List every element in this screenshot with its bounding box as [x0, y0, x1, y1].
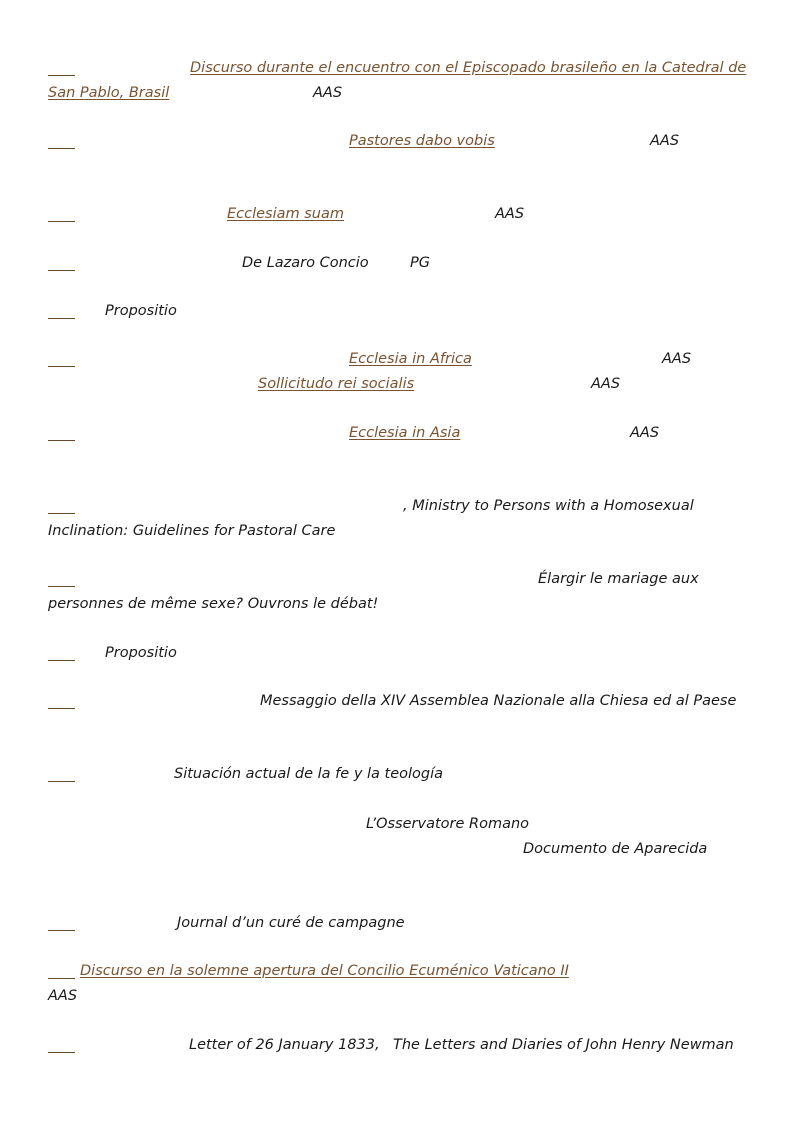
source-abbrev: AAS — [48, 988, 78, 1004]
citation-title: Letter of 26 January 1833, — [189, 1037, 380, 1053]
citation-title: De Lazaro Concio — [242, 255, 369, 271]
citation-title: Inclination: Guidelines for Pastoral Care — [48, 523, 336, 539]
citation-link[interactable]: Ecclesia in Africa — [349, 351, 472, 367]
footnote-marker-blank — [48, 513, 75, 514]
citation-title: Propositio — [105, 645, 177, 661]
citation-title: personnes de même sexe? Ouvrons le débat! — [48, 596, 379, 612]
citation-link[interactable]: Pastores dabo vobis — [349, 133, 495, 149]
citation-link[interactable]: Ecclesia in Asia — [349, 425, 461, 441]
source-abbrev: AAS — [313, 85, 343, 101]
citation-link[interactable]: San Pablo, Brasil — [48, 85, 170, 101]
footnote-marker-blank — [48, 781, 75, 782]
footnote-marker-blank — [48, 930, 75, 931]
citation-title: Situación actual de la fe y la teología — [174, 766, 444, 782]
source-abbrev: AAS — [630, 425, 660, 441]
citation-title: L’Osservatore Romano — [366, 816, 530, 832]
footnote-marker-blank — [48, 270, 75, 271]
footnote-marker-blank — [48, 148, 75, 149]
source-abbrev: AAS — [662, 351, 692, 367]
footnote-marker-blank — [48, 221, 75, 222]
citation-title: The Letters and Diaries of John Henry Newman — [393, 1037, 734, 1053]
footnote-marker-blank — [48, 660, 75, 661]
source-abbrev: PG — [410, 255, 430, 271]
citation-link[interactable]: Discurso durante el encuentro con el Episcopado brasileño en la Catedral de — [190, 60, 747, 76]
footnote-marker-blank — [48, 978, 75, 979]
footnote-marker-blank — [48, 75, 75, 76]
source-abbrev: AAS — [591, 376, 621, 392]
footnote-marker-blank — [48, 1052, 75, 1053]
citation-title: , Ministry to Persons with a Homosexual — [403, 498, 694, 514]
citation-link[interactable]: Ecclesiam suam — [227, 206, 345, 222]
source-abbrev: AAS — [495, 206, 525, 222]
citation-title: Élargir le mariage aux — [538, 571, 699, 587]
citation-link[interactable]: Discurso en la solemne apertura del Concilio Ecuménico Vaticano II — [80, 963, 569, 979]
footnote-marker-blank — [48, 586, 75, 587]
footnote-marker-blank — [48, 440, 75, 441]
citation-title: Messaggio della XIV Assemblea Nazionale alla Chiesa ed al Paese — [260, 693, 737, 709]
footnote-marker-blank — [48, 318, 75, 319]
citation-title: Documento de Aparecida — [523, 841, 708, 857]
citation-link[interactable]: Sollicitudo rei socialis — [258, 376, 415, 392]
citation-title: Propositio — [105, 303, 177, 319]
source-abbrev: AAS — [650, 133, 680, 149]
citation-title: Journal d’un curé de campagne — [177, 915, 405, 931]
footnote-marker-blank — [48, 366, 75, 367]
footnote-marker-blank — [48, 708, 75, 709]
